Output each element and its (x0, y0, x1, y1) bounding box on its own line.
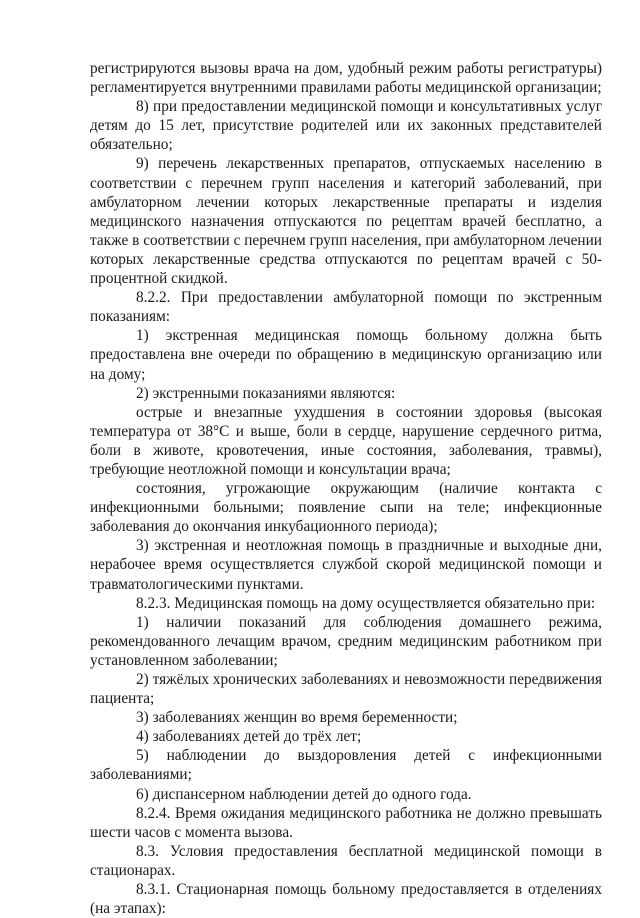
section-8-3-heading: 8.3. Условия предоставления бесплатной медицинской помощи в стационарах. (90, 842, 602, 879)
paragraph-emergency-item-3: 3) экстренная и неотложная помощь в праздничные и выходные дни, нерабочее время осуществляется службой скорой медицинской помощи и травматологическими пунктами. (90, 537, 602, 593)
paragraph-acute-conditions: острые и внезапные ухудшения в состоянии здоровья (высокая температура от 38°С и выше, боли в сердце, нарушение сердечного ритма, боли в животе, кровотечения, иные состояния, заболевания, травмы), требующие неотложной помощи и консультации врача; (90, 403, 602, 478)
document-page (90, 59, 602, 918)
paragraph-home-item-3: 3) заболеваниях женщин во время беременности; (136, 709, 458, 727)
paragraph-home-item-5: 5) наблюдении до выздоровления детей с инфекционными заболеваниями; (90, 747, 602, 784)
section-8-2-4: 8.2.4. Время ожидания медицинского работника не должно превышать шести часов с момента вызова. (90, 804, 602, 841)
paragraph-continuation: регистрируются вызовы врача на дом, удобный режим работы регистратуры) регламентируется внутренними правилами работы медицинской организации; (90, 60, 602, 97)
paragraph-home-item-6: 6) диспансерном наблюдении детей до одного года. (136, 785, 472, 803)
paragraph-emergency-item-1: 1) экстренная медицинская помощь больному должна быть предоставлена вне очереди по обращению в медицинскую организацию или на дому; (90, 327, 602, 383)
section-8-3-1: 8.3.1. Стационарная помощь больному предоставляется в отделениях (на этапах): (90, 881, 602, 918)
section-8-2-3-heading: 8.2.3. Медицинская помощь на дому осуществляется обязательно при: (136, 594, 596, 612)
paragraph-item-8: 8) при предоставлении медицинской помощи и консультативных услуг детям до 15 лет, присутствие родителей или их законных представителей обязательно; (90, 98, 602, 154)
paragraph-home-item-1: 1) наличии показаний для соблюдения домашнего режима, рекомендованного лечащим врачом, средним медицинским работником при установленном заболевании; (90, 613, 602, 669)
paragraph-threatening-conditions: состояния, угрожающие окружающим (наличие контакта с инфекционными больными; появление сыпи на теле; инфекционные заболевания до окончания инкубационного периода); (90, 480, 602, 536)
paragraph-emergency-item-2: 2) экстренными показаниями являются: (136, 384, 396, 402)
paragraph-home-item-4: 4) заболеваниях детей до трёх лет; (136, 728, 362, 746)
paragraph-home-item-2: 2) тяжёлых хронических заболеваниях и невозможности передвижения пациента; (90, 671, 602, 708)
paragraph-item-9: 9) перечень лекарственных препаратов, отпускаемых населению в соответствии с перечнем групп населения и категорий заболеваний, при амбулаторном лечении которых лекарственные препараты и изделия медицинского назначения отпускаются по рецептам врачей бесплатно, а также в соответствии с перечнем групп населения, при амбулаторном лечении которых лекарственные средства отпускаются по рецептам врачей с 50-процентной скидкой. (90, 155, 602, 288)
section-8-2-2-heading: 8.2.2. При предоставлении амбулаторной помощи по экстренным показаниям: (90, 289, 602, 326)
